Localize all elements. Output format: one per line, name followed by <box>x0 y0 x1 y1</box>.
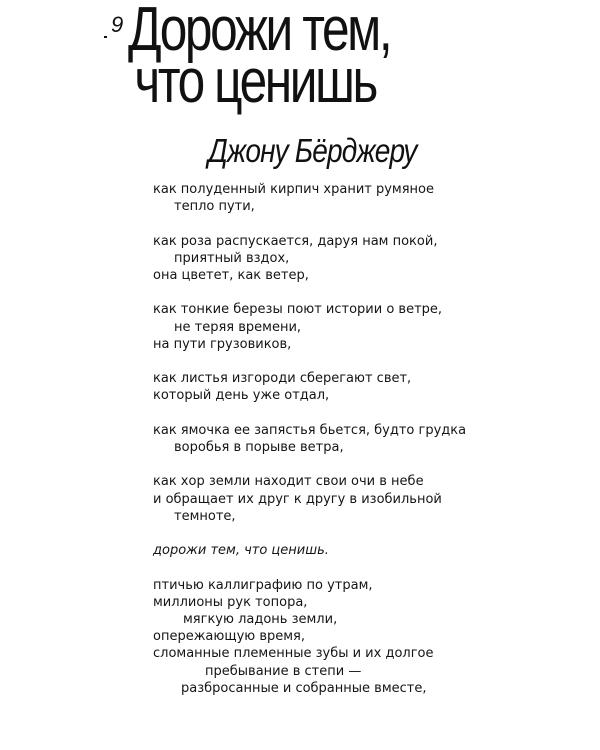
poem-line: не теряя времени, <box>174 319 302 335</box>
poem-line: приятный вздох, <box>174 250 290 266</box>
poem-line: она цветет, как ветер, <box>153 268 309 283</box>
poem-line: который день уже отдал, <box>153 388 330 404</box>
poem-line: тепло пути, <box>174 199 255 215</box>
page-number: 9 <box>111 12 124 37</box>
poem-line: как листья изгороди сберегают свет, <box>153 371 412 387</box>
poem-title <box>128 0 391 116</box>
poem-line: птичью каллиграфию по утрам, <box>153 577 373 593</box>
poem-line: опережающую время, <box>153 629 306 645</box>
stanza-7-refrain <box>153 542 593 559</box>
stanza-3 <box>153 301 593 353</box>
title-line-1: Дорожи тем, <box>128 0 391 64</box>
stanza-2 <box>153 233 593 285</box>
poem-line: как ямочка ее запястья бьется, будто грудка <box>153 422 467 438</box>
poem-line: на пути грузовиков, <box>153 336 292 352</box>
stanza-1 <box>153 181 593 215</box>
poem-line: как роза распускается, даруя нам покой, <box>153 233 438 249</box>
margin-mark <box>104 36 107 38</box>
poem-line: миллионы рук топора, <box>153 594 308 610</box>
stanza-6 <box>153 473 593 525</box>
poem-line: как тонкие березы поют истории о ветре, <box>153 302 443 318</box>
poem-line: сломанные племенные зубы и их долгое <box>153 646 434 662</box>
poem-line: разбросанные и собранные вместе, <box>181 680 427 696</box>
poem-line: воробья в порыве ветра, <box>174 439 344 455</box>
poem-line: темноте, <box>174 508 236 524</box>
poem-line: пребывание в степи — <box>205 663 362 679</box>
stanza-5 <box>153 422 593 456</box>
poem-line: как полуденный кирпич хранит румяное <box>153 182 434 197</box>
refrain-line: дорожи тем, что ценишь. <box>153 543 329 559</box>
poem-body <box>153 181 593 697</box>
poem-line: как хор земли находит свои очи в небе <box>153 474 424 490</box>
stanza-4 <box>153 370 593 404</box>
dedication: Джону Бёрджеру <box>208 132 417 169</box>
poem-line: мягкую ладонь земли, <box>183 611 338 627</box>
poem-line: и обращает их друг к другу в изобильной <box>153 491 442 507</box>
title-line-2: что ценишь <box>134 47 376 116</box>
stanza-8 <box>153 577 593 697</box>
